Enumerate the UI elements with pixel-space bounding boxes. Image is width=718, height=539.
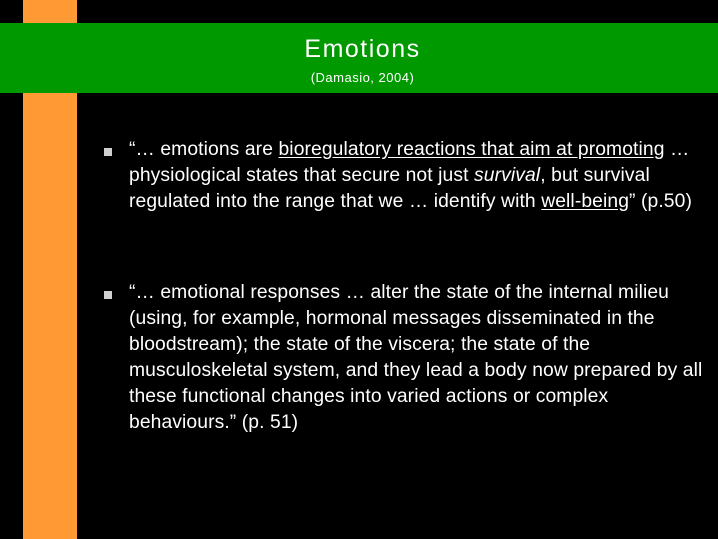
quote-1-part-3: , but survival regulated into the range that we … identify with: [129, 165, 650, 212]
slide-title: Emotions: [304, 35, 421, 63]
bullet-marker-2: [104, 291, 112, 299]
bullet-text-1: [129, 137, 704, 215]
quote-1-part-1: “… emotions are: [129, 139, 279, 160]
quote-1-part-4: ” (p.50): [629, 191, 692, 212]
bullet-text-2: “… emotional responses … alter the state of the internal milieu (using, for example, hormonal messages disseminated in the bloodstream); the state of the viscera; the state of the musculoskeletal system, and they lead a body now prepared by all these functional changes into varied actions or complex behaviours.” (p. 51): [129, 282, 703, 433]
quote-1-underlined-1: bioregulatory reactions that aim at promoting: [278, 139, 665, 160]
slide-subtitle: (Damasio, 2004): [310, 70, 415, 85]
bullet-marker-1: [104, 148, 112, 156]
quote-1-part-2: … physiological states that secure not just: [129, 139, 690, 186]
quote-1-underlined-2: well-being: [541, 191, 630, 212]
quote-1-italic: survival: [474, 165, 541, 186]
